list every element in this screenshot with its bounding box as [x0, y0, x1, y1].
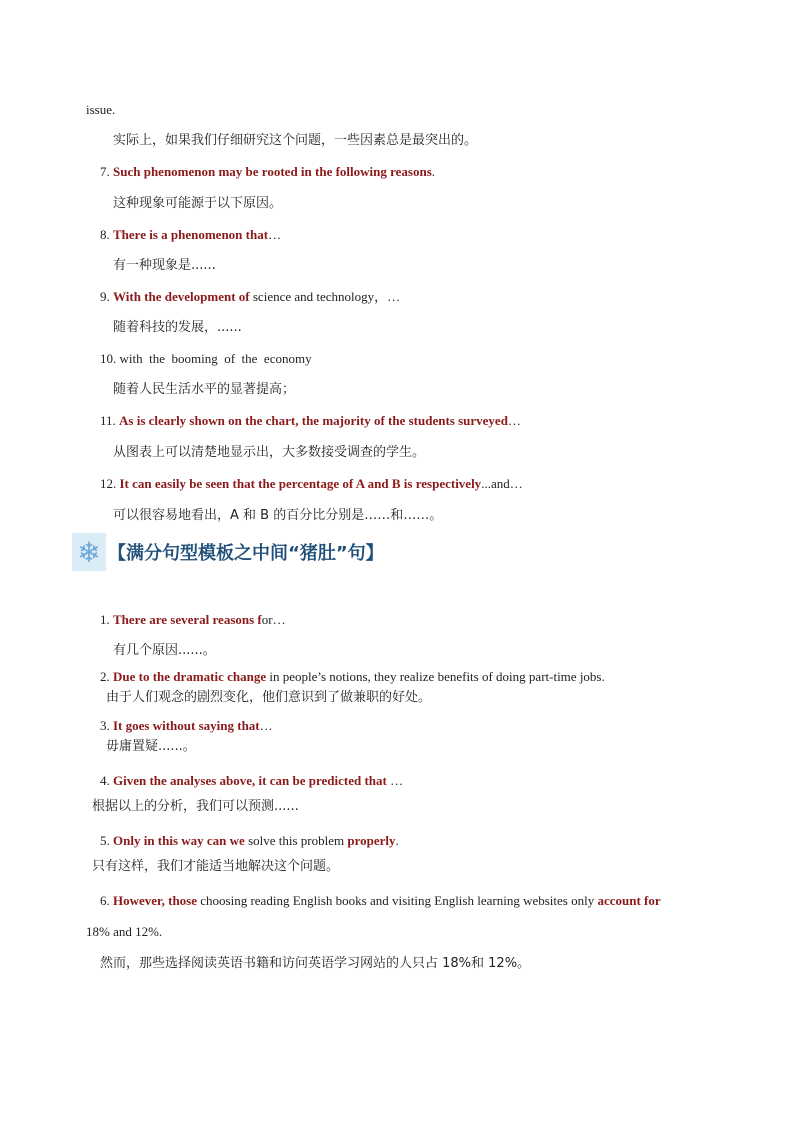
highlighted-phrase: It goes without saying that — [113, 718, 260, 733]
item-translation: 由于人们观念的剧烈变化，他们意识到了做兼职的好处。 — [106, 690, 432, 705]
item-number: 12. — [100, 476, 117, 491]
item-translation: 有几个原因......。 — [113, 643, 216, 658]
issue-translation: 实际上，如果我们仔细研究这个问题，一些因素总是最突出的。 — [113, 133, 478, 148]
highlighted-phrase: However, those — [113, 893, 198, 908]
highlighted-phrase: There is a phenomenon that — [113, 227, 269, 242]
item-translation: 根据以上的分析，我们可以预测...... — [92, 799, 299, 814]
item-rest: … — [259, 718, 273, 733]
section-heading-text: 【满分句型模板之中间“猪肚”句】 — [108, 543, 384, 564]
item-rest-2: . — [395, 833, 399, 848]
list-item — [100, 611, 286, 629]
item-translation: 随着科技的发展，...... — [113, 320, 242, 335]
section-heading — [72, 532, 384, 572]
item-translation: 有一种现象是...... — [113, 258, 216, 273]
item-rest: in people’s notions, they realize benefits of doing part-time jobs. — [266, 669, 605, 684]
item-translation: 从图表上可以清楚地显示出，大多数接受调查的学生。 — [113, 445, 426, 460]
list-item — [100, 892, 661, 910]
list-item — [100, 412, 521, 430]
highlighted-phrase: Only in this way can we — [113, 833, 245, 848]
item-number: 4. — [100, 773, 110, 788]
item-translation: 可以很容易地看出，A 和 B 的百分比分别是……和……。 — [113, 508, 443, 523]
item-translation: 只有这样，我们才能适当地解决这个问题。 — [92, 859, 340, 874]
highlighted-phrase: It can easily be seen that the percentage of A and B is respectively — [119, 476, 482, 491]
item-translation: 这种现象可能源于以下原因。 — [113, 196, 283, 211]
highlighted-phrase: Due to the dramatic change — [113, 669, 267, 684]
highlighted-phrase: Given the analyses above, it can be predicted that — [113, 773, 387, 788]
item-number: 7. — [100, 164, 110, 179]
item-number: 1. — [100, 612, 110, 627]
highlighted-phrase: Such phenomenon may be rooted in the following reasons — [113, 164, 432, 179]
item-number: 5. — [100, 833, 110, 848]
item-rest: . — [431, 164, 436, 179]
item-rest: or… — [261, 612, 286, 627]
list-item — [100, 288, 400, 306]
item-rest: … — [268, 227, 282, 242]
item-rest: with the booming of the economy — [116, 351, 312, 366]
highlighted-phrase-2: properly — [347, 833, 396, 848]
item-continuation: 18% and 12%. — [86, 924, 163, 939]
list-item — [100, 475, 523, 493]
list-item — [100, 717, 273, 735]
item-number: 10. — [100, 351, 117, 366]
highlighted-phrase: There are several reasons f — [113, 612, 262, 627]
item-number: 6. — [100, 893, 110, 908]
highlighted-phrase: As is clearly shown on the chart, the majority of the students surveyed — [119, 413, 508, 428]
item-rest: ...and… — [481, 476, 523, 491]
item-number: 11. — [100, 413, 116, 428]
highlighted-phrase-2: account for — [597, 893, 661, 908]
item-translation: 随着人民生活水平的显著提高； — [113, 382, 296, 397]
item-rest: solve this problem — [244, 833, 348, 848]
item-translation: 然而，那些选择阅读英语书籍和访问英语学习网站的人只占 18%和 12%。 — [100, 956, 531, 971]
item-rest: … — [507, 413, 521, 428]
list-item — [100, 226, 281, 244]
list-item — [100, 163, 435, 181]
item-rest: … — [386, 773, 404, 788]
item-rest: choosing reading English books and visiting English learning websites only — [197, 893, 598, 908]
list-item — [100, 668, 605, 686]
item-rest: science and technology，… — [249, 289, 401, 304]
item-number: 8. — [100, 227, 110, 242]
issue-text: issue. — [86, 102, 116, 117]
list-item — [100, 832, 399, 850]
item-translation: 毋庸置疑......。 — [106, 739, 196, 754]
list-item — [100, 350, 312, 368]
highlighted-phrase: With the development of — [113, 289, 250, 304]
item-number: 9. — [100, 289, 110, 304]
snowflake-icon: ❄ — [72, 533, 106, 571]
item-number: 3. — [100, 718, 110, 733]
item-number: 2. — [100, 669, 110, 684]
list-item — [100, 772, 403, 790]
